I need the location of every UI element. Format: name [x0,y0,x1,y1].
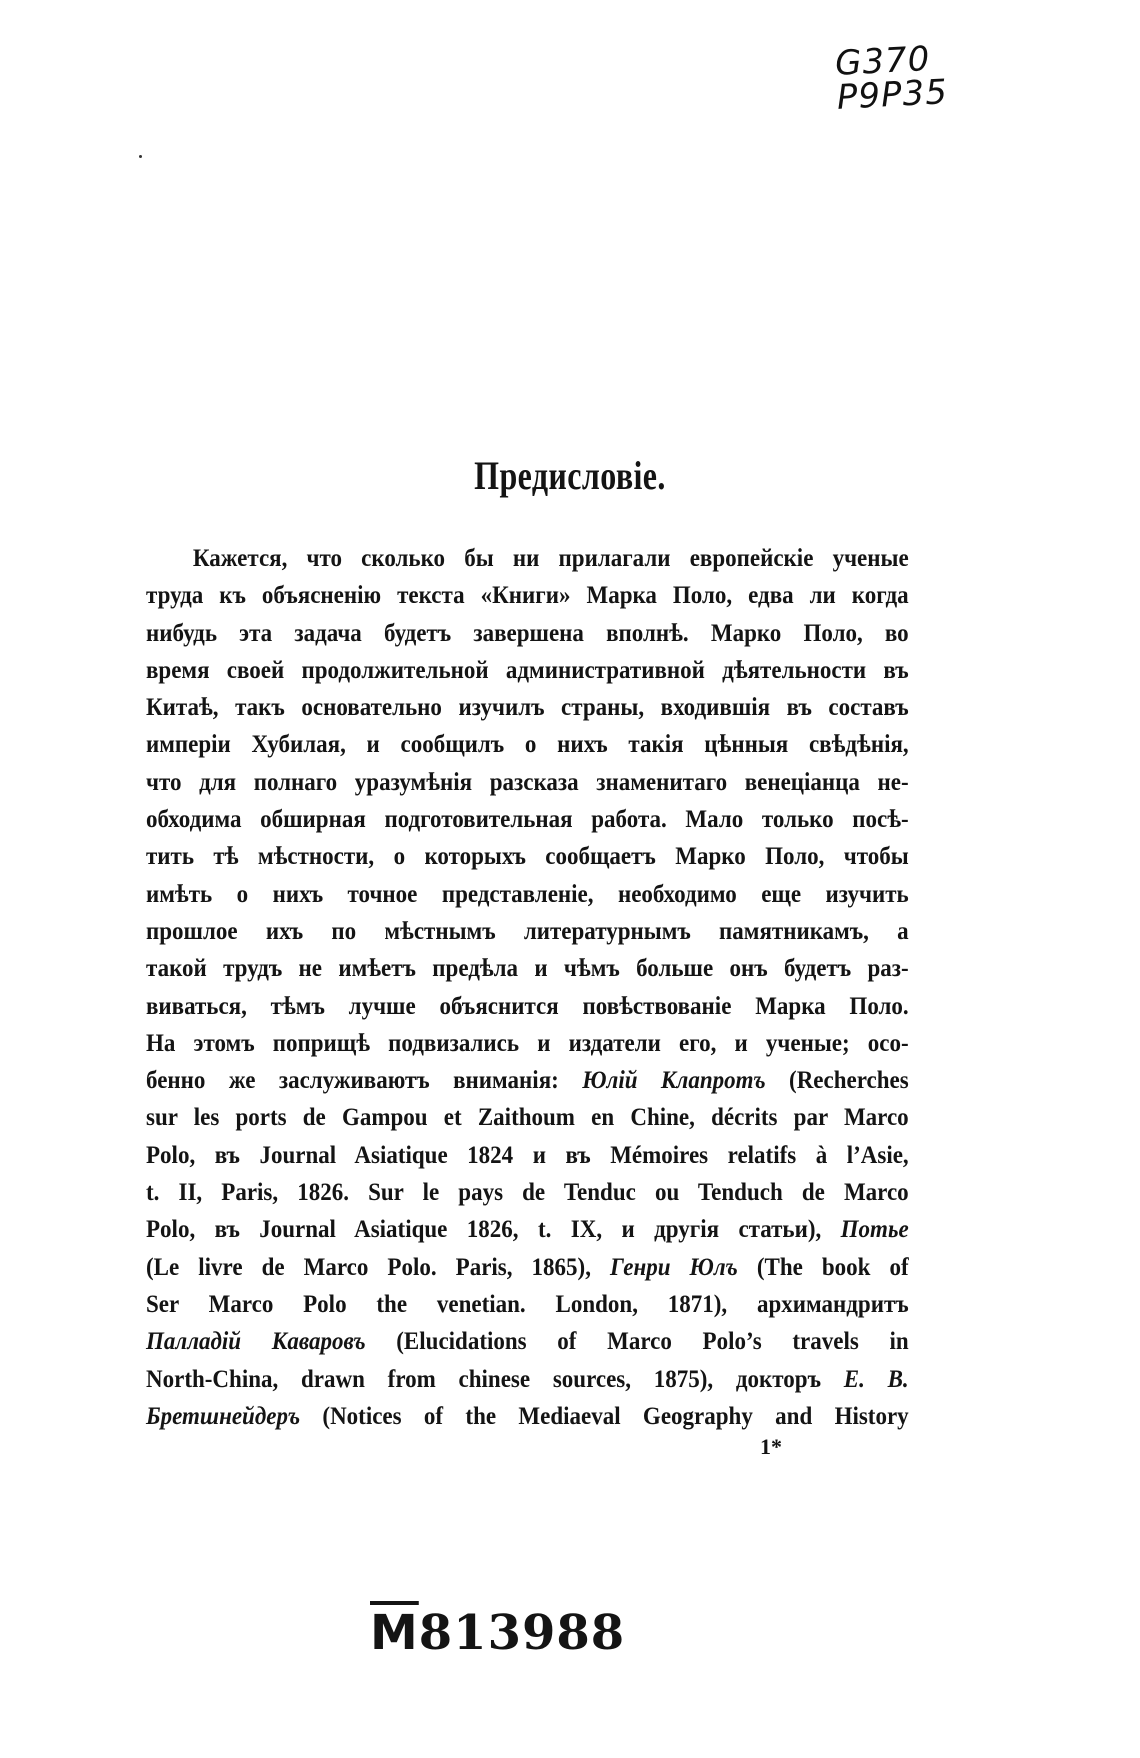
text-line [146,726,909,763]
text-segment: труда къ объясненію текста «Книги» Марка Поло, едва ли когда [146,582,909,610]
text-segment: На этомъ поприщѣ подвизались и издатели его, и ученые; осо- [146,1029,909,1057]
text-line [146,764,909,801]
italic-name: Е. В. [843,1365,909,1393]
text-segment: имѣть о нихъ точное представленіе, необходимо еще изучить [146,880,909,908]
text-segment: Polo, въ Journal Asiatique 1826, t. IX, и другія статьи), [146,1216,841,1244]
stamp-prefix: $\overline{M}$ [370,1605,419,1661]
italic-name: Юлій Клапротъ [582,1067,766,1095]
text-segment: что для полнаго уразумѣнія разсказа знаменитаго венеціанца не- [146,768,909,796]
text-segment: бенно же заслуживаютъ вниманія: [146,1067,583,1095]
italic-name: Палладій Каваровъ [146,1328,366,1356]
handwritten-call-number [834,38,949,118]
text-segment: нибудь эта задача будетъ завершена вполнѣ. Марко Поло, во [146,619,909,647]
text-line [146,1286,909,1323]
text-segment: Ser Marco Polo the venetian. London, 1871), архимандритъ [146,1290,909,1318]
text-line [146,1398,909,1435]
library-stamp [370,1605,625,1661]
text-line [146,689,909,726]
text-line [146,1361,909,1398]
text-line [146,1062,909,1099]
text-segment: North-China, drawn from chinese sources, 1875), докторъ [146,1365,844,1393]
italic-name: Потье [840,1216,909,1244]
call-number-line-2: P9P35 [835,72,949,118]
text-line [146,1099,909,1136]
text-line [146,1137,909,1174]
text-line [146,913,909,950]
call-number-line-1: G370 [834,38,932,84]
text-segment: (Recherches [765,1067,909,1095]
text-line [146,801,909,838]
text-line [146,876,909,913]
text-line [146,1174,909,1211]
text-segment: (Elucidations of Marco Polo’s travels in [365,1328,909,1356]
text-line [146,577,909,614]
italic-name: Генри Юлъ [610,1253,738,1281]
text-line [146,1211,909,1248]
text-line [146,950,909,987]
text-segment: прошлое ихъ по мѣстнымъ литературнымъ памятникамъ, а [146,917,909,945]
text-line [146,838,909,875]
text-segment: sur les ports de Gampou et Zaithoum en Chine, décrits par Marco [146,1104,909,1132]
text-segment: (Le livre de Marco Polo. Paris, 1865), [146,1253,611,1281]
body-text [146,540,909,1435]
text-segment: тить тѣ мѣстности, о которыхъ сообщаетъ Марко Поло, чтобы [146,843,909,871]
text-line [146,615,909,652]
text-segment: t. II, Paris, 1826. Sur le pays de Tenduc ou Tenduch de Marco [146,1179,909,1207]
stamp-number: 813988 [418,1605,626,1661]
text-segment: (The book of [737,1253,909,1281]
text-line [146,988,909,1025]
italic-name: Бретшнейдеръ [146,1402,301,1430]
text-segment: имперіи Хубилая, и сообщилъ о нихъ такія цѣнныя свѣдѣнія, [146,731,909,759]
scan-speck [139,155,142,158]
text-line [146,1025,909,1062]
text-line [146,1249,909,1286]
text-segment: обходима обширная подготовительная работа. Мало только посѣ- [146,806,909,834]
text-segment: Polo, въ Journal Asiatique 1824 и въ Mémoires relatifs à l’Asie, [146,1141,909,1169]
text-segment: Китаѣ, такъ основательно изучилъ страны, входившія въ составъ [146,694,909,722]
text-line [146,1323,909,1360]
text-segment: Кажется, что сколько бы ни прилагали европейскіе ученые [192,545,909,572]
text-segment: виваться, тѣмъ лучше объяснится повѣствованіе Марка Поло. [146,992,909,1020]
page-title: Предисловіе. [474,453,666,498]
signature-mark: 1* [760,1434,782,1459]
text-segment: время своей продолжительной административной дѣятельности въ [146,656,909,684]
text-segment: (Notices of the Mediaeval Geography and History [300,1402,909,1430]
text-line [146,652,909,689]
text-segment: такой трудъ не имѣетъ предѣла и чѣмъ больше онъ будетъ раз- [146,955,909,983]
text-line [146,540,909,577]
